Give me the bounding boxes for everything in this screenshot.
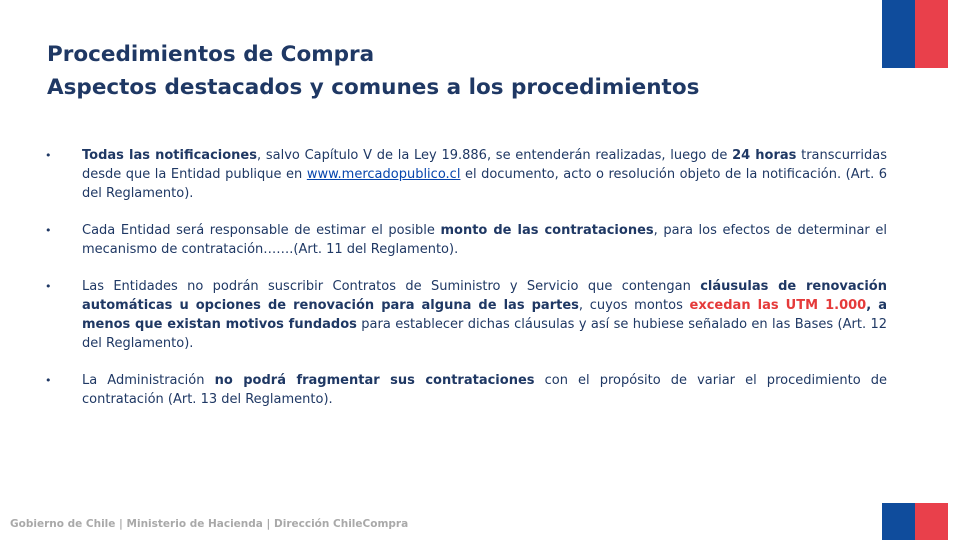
flag-red-stripe	[915, 503, 948, 540]
bold-text: cláusulas de renovación automáticas u opciones de renovación para alguna de las partes	[82, 279, 887, 313]
bold-text: no podrá fragmentar sus contrataciones	[214, 373, 535, 388]
text: , cuyos montos	[578, 298, 690, 313]
bullet-list	[45, 146, 887, 427]
bold-text: monto de las contrataciones	[440, 223, 654, 238]
bold-text: Todas las notificaciones	[82, 148, 257, 163]
text: Cada Entidad será responsable de estimar el posible	[82, 223, 441, 238]
bullet-dot-icon: •	[45, 280, 52, 293]
text: Las Entidades no podrán suscribir Contratos de Suministro y Servicio que contengan	[82, 279, 701, 294]
mercadopublico-link[interactable]: www.mercadopublico.cl	[306, 167, 461, 182]
flag-blue-stripe	[882, 0, 915, 68]
bullet-dot-icon: •	[45, 149, 52, 162]
chile-flag-bottom	[882, 503, 948, 540]
text: , salvo Capítulo V de la Ley 19.886, se entenderán realizadas, luego de	[256, 148, 728, 163]
bold-text: , a menos que existan motivos fundados	[82, 298, 887, 332]
bullet-notificaciones	[45, 146, 887, 203]
bullet-monto	[45, 221, 887, 259]
bullet-renovacion	[45, 277, 887, 353]
page-subtitle: Aspectos destacados y comunes a los procedimientos	[47, 75, 700, 100]
bold-text: 24 horas	[732, 148, 797, 163]
footer-text: Gobierno de Chile | Ministerio de Hacienda | Dirección ChileCompra	[10, 518, 409, 530]
flag-blue-stripe	[882, 503, 915, 540]
text: para establecer dichas cláusulas y así se hubiese señalado en las Bases (Art. 12 del Reglamento).	[82, 317, 888, 351]
bullet-dot-icon: •	[45, 224, 52, 237]
text: La Administración	[82, 373, 215, 388]
text: el documento, acto o resolución objeto de la notificación. (Art. 6 del Reglamento).	[82, 167, 887, 201]
chile-flag-top	[882, 0, 948, 68]
bullet-fragmentar	[45, 371, 887, 409]
text: con el propósito de variar el procedimiento de contratación (Art. 13 del Reglamento).	[82, 373, 887, 407]
flag-red-stripe	[915, 0, 948, 68]
page-title: Procedimientos de Compra	[47, 42, 375, 67]
highlight-text: excedan las UTM 1.000	[689, 298, 867, 313]
text: , para los efectos de determinar el mecanismo de contratación…….(Art. 11 del Reglamento).	[82, 223, 887, 257]
bullet-dot-icon: •	[45, 374, 52, 387]
text: transcurridas desde que la Entidad publique en	[82, 148, 887, 182]
